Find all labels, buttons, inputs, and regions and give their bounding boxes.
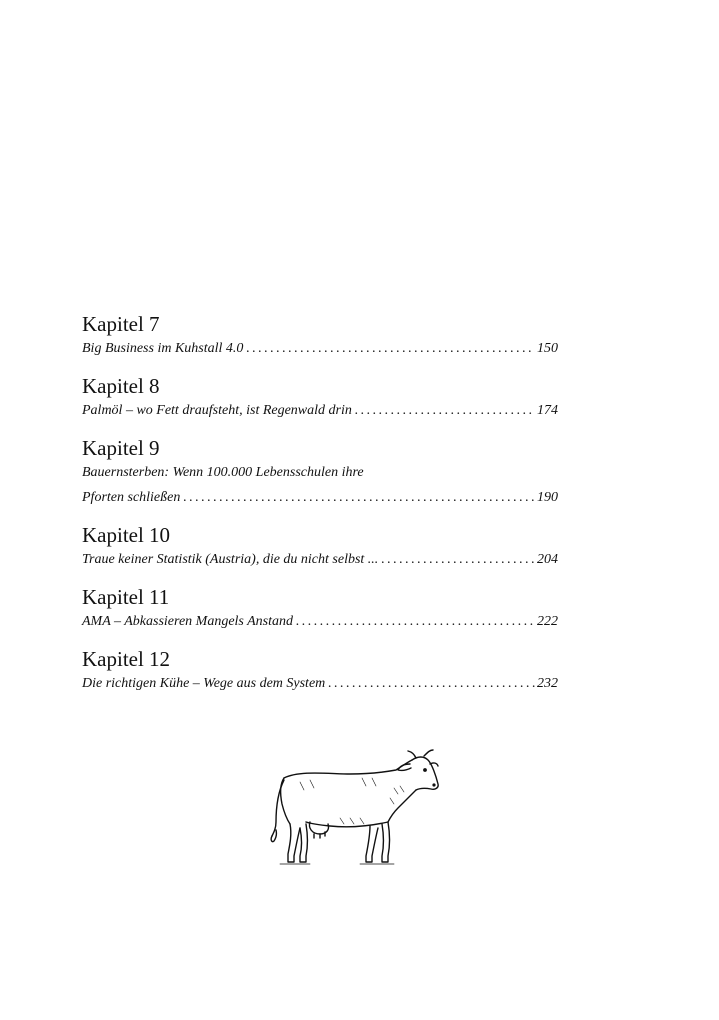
- page-number: 222: [537, 614, 558, 629]
- chapter-title: Kapitel 11: [82, 585, 170, 609]
- table-of-contents: [82, 312, 558, 696]
- chapter-title: Kapitel 10: [82, 523, 171, 547]
- toc-entry-first-line[interactable]: Bauernsterben: Wenn 100.000 Lebensschulen ihre: [82, 465, 364, 480]
- entry-text: AMA – Abkassieren Mangels Anstand: [82, 614, 294, 629]
- dot-leader: [378, 547, 535, 572]
- dot-leader: [243, 336, 535, 361]
- page-number: 190: [537, 490, 558, 505]
- toc-entry[interactable]: [82, 336, 558, 361]
- page-number: 204: [537, 552, 558, 567]
- dot-leader: [180, 485, 535, 510]
- dot-leader: [293, 609, 535, 634]
- page-number: 174: [537, 403, 558, 418]
- chapter-11: [82, 585, 558, 634]
- dot-leader: [325, 671, 535, 696]
- toc-entry[interactable]: [82, 547, 558, 572]
- page-number: 150: [537, 341, 558, 356]
- chapter-7: [82, 312, 558, 361]
- entry-text: Palmöl – wo Fett draufsteht, ist Regenwald drin: [82, 403, 352, 418]
- entry-text: Big Business im Kuhstall 4.0: [82, 341, 244, 356]
- chapter-8: [82, 374, 558, 423]
- toc-entry[interactable]: [82, 398, 558, 423]
- entry-text: Pforten schließen: [82, 490, 181, 505]
- chapter-title: Kapitel 7: [82, 312, 160, 336]
- toc-entry[interactable]: [82, 485, 558, 510]
- chapter-10: [82, 523, 558, 572]
- dot-leader: [352, 398, 535, 423]
- chapter-9: [82, 436, 558, 510]
- cow-icon: [270, 748, 440, 866]
- entry-text: Die richtigen Kühe – Wege aus dem System: [82, 676, 326, 691]
- chapter-title: Kapitel 12: [82, 647, 171, 671]
- toc-entry[interactable]: [82, 671, 558, 696]
- chapter-title: Kapitel 8: [82, 374, 160, 398]
- page-number: 232: [537, 676, 558, 691]
- chapter-title: Kapitel 9: [82, 436, 160, 460]
- toc-entry[interactable]: [82, 609, 558, 634]
- entry-text: Traue keiner Statistik (Austria), die du nicht selbst ...: [82, 552, 379, 567]
- chapter-12: [82, 647, 558, 696]
